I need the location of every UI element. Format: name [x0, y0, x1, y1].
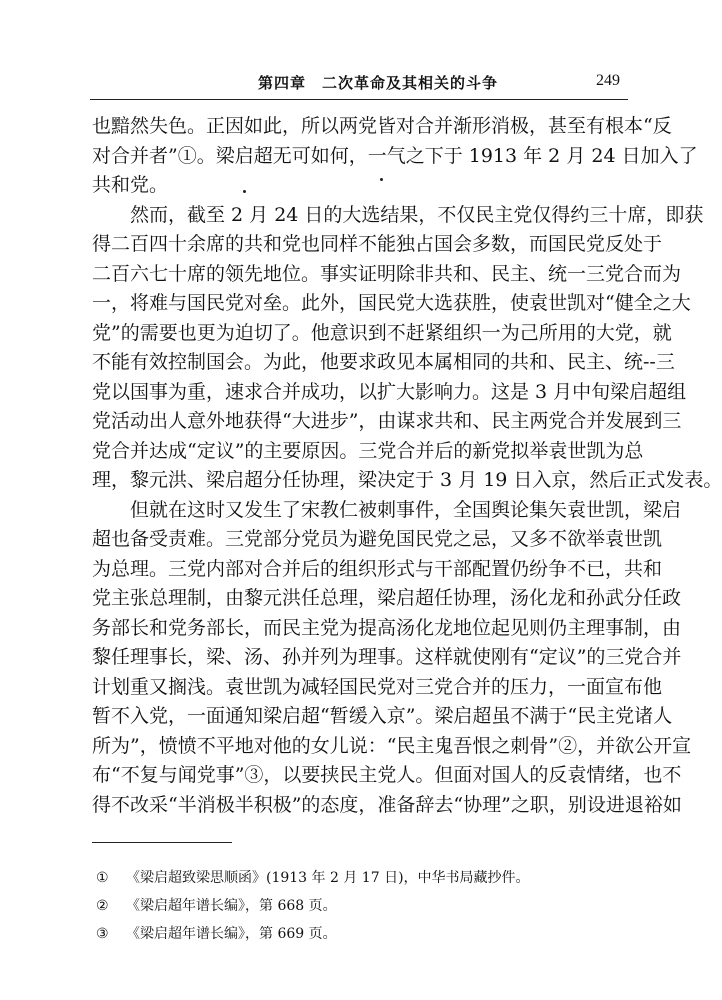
page-number: 249	[596, 72, 620, 89]
running-head	[90, 68, 626, 96]
text-line: 务部长和党务部长，而民主党为提高汤化龙地位起见则仍主理事制，由	[92, 616, 682, 639]
text-line: 为总理。三党内部对合并后的组织形式与干部配置仍纷争不已，共和	[92, 557, 663, 580]
footnote-text: 《梁启超致梁思顺函》(1913 年 2 月 17 日)，中华书局藏抄件。	[126, 870, 530, 886]
text-line: 也黯然失色。正因如此，所以两党皆对合并渐形消极，甚至有根本“反	[92, 115, 672, 137]
footnote-mark: ②	[96, 898, 109, 914]
chapter-title: 第四章 二次革命及其相关的斗争	[258, 74, 499, 92]
text-line: 理，黎元洪、梁启超分任协理，梁决定于 3 月 19 日入京，然后正式发表。	[92, 469, 722, 491]
text-line: 对合并者”①。梁启超无可如何，一气之下于 1913 年 2 月 24 日加入了	[92, 144, 698, 167]
footnote	[96, 864, 616, 892]
footnote-text: 《梁启超年谱长编》，第 669 页。	[126, 926, 337, 942]
text-line: 不能有效控制国会。为此，他要求政见本属相同的共和、民主、统--三	[92, 351, 675, 373]
text-line: 得二百四十余席的共和党也同样不能独占国会多数，而国民党反处于	[92, 233, 663, 255]
text-line: 所为”，愤愤不平地对他的女儿说：“民主鬼吾恨之刺骨”②，并欲公开宣	[92, 734, 692, 757]
text-line: 共和党。	[92, 174, 169, 196]
footnote	[96, 892, 616, 920]
text-line: 计划重又搁浅。袁世凯为减轻国民党对三党合并的压力，一面宣布他	[92, 675, 663, 698]
text-line: 党合并达成“定议”的主要原因。三党合并后的新党拟举袁世凯为总	[92, 439, 644, 462]
text-line: 得不改采“半消极半积极”的态度，准备辞去“协理”之职，别设进退裕如	[92, 793, 682, 816]
header-rule	[90, 99, 628, 100]
footnote	[96, 920, 616, 948]
text-line: 黎任理事长，梁、汤、孙并列为理事。这样就使刚有“定议”的三党合并	[92, 646, 682, 668]
footnote-text: 《梁启超年谱长编》，第 668 页。	[126, 898, 337, 914]
text-line: 超也备受责难。三党部分党员为避免国民党之忌，又多不欲举袁世凯	[92, 528, 663, 550]
body-text	[92, 112, 722, 820]
text-line: 党”的需要也更为迫切了。他意识到不赶紧组织一为己所用的大党，就	[92, 321, 672, 344]
text-line: 党活动出人意外地获得“大进步”，由谋求共和、民主两党合并发展到三	[92, 410, 682, 432]
text-line: 一，将难与国民党对垒。此外，国民党大选获胜，使袁世凯对“健全之大	[92, 292, 691, 314]
text-line: 二百六七十席的领先地位。事实证明除非共和、民主、统一三党合而为	[92, 262, 682, 285]
text-line: 党以国事为重，速求合并成功，以扩大影响力。这是 3 月中旬梁启超组	[92, 380, 687, 403]
text-line: 但就在这时又发生了宋教仁被刺事件，全国舆论集矢袁世凯，梁启	[92, 498, 682, 521]
footnotes	[96, 864, 616, 948]
scan-speck	[380, 178, 383, 181]
scan-speck	[243, 190, 246, 193]
text-line: 然而，截至 2 月 24 日的大选结果，不仅民主党仅得约三十席，即获	[92, 203, 704, 226]
footnote-rule	[92, 842, 232, 843]
text-line: 党主张总理制，由黎元洪任总理，梁启超任协理，汤化龙和孙武分任政	[92, 587, 682, 609]
text-line: 暂不入党，一面通知梁启超“暂缓入京”。梁启超虽不满于“民主党诸人	[92, 705, 673, 727]
footnote-mark: ①	[96, 870, 109, 886]
footnote-mark: ③	[96, 926, 109, 942]
text-line: 布“不复与闻党事”③，以要挟民主党人。但面对国人的反袁情绪，也不	[92, 764, 682, 786]
